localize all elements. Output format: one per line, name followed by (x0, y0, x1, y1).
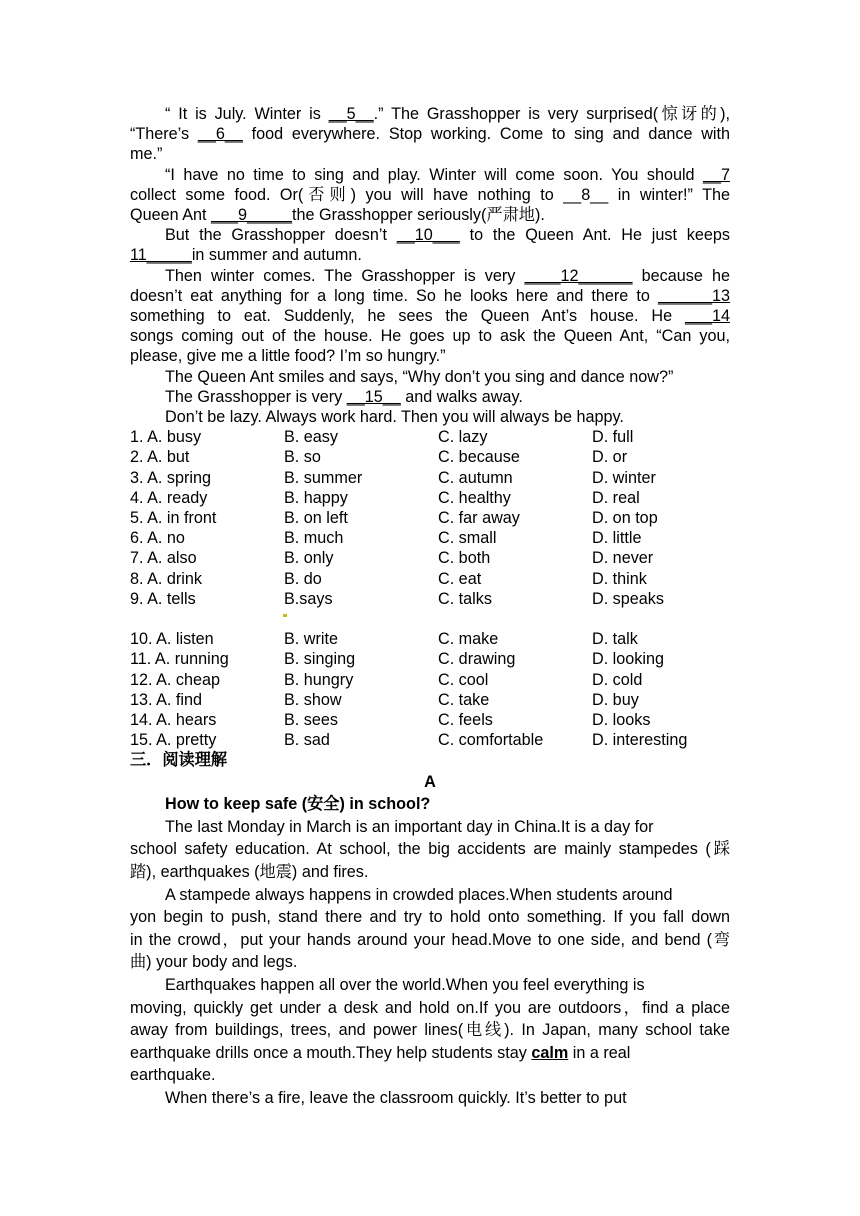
option-b: B. easy (284, 428, 338, 447)
option-b: B. sees (284, 711, 338, 730)
option-row (130, 690, 730, 710)
option-d: D. buy (592, 690, 639, 709)
reading-line-6: in the crowd，put your hands around your head.Move to one side, and bend (弯 (130, 930, 730, 949)
text: in summer and autumn. (191, 246, 362, 265)
option-c: C. both (438, 549, 491, 568)
option-c: C. talks (438, 589, 492, 608)
reading-line-8: Earthquakes happen all over the world.When you feel everything is (165, 976, 645, 995)
blank-7: __7 (702, 165, 730, 184)
option-b: B. only (284, 549, 334, 568)
text: “I have no time to sing and play. Winter will come soon. You should (165, 165, 703, 184)
option-d: D. cold (592, 670, 643, 689)
option-row (130, 548, 730, 568)
option-c: C. small (438, 529, 497, 548)
option-a: 7. A. also (130, 549, 197, 568)
text: But the Grasshopper doesn’t (165, 226, 397, 245)
reading-line-9: moving, quickly get under a desk and hold on.If you are outdoors，find a place (130, 998, 730, 1017)
option-d: D. looking (592, 650, 664, 669)
cloze-line-3: me.” (130, 145, 163, 164)
option-a: 2. A. but (130, 448, 190, 467)
text: earthquake drills once a mouth.They help students stay (130, 1043, 527, 1062)
blank-13: ______13 (657, 286, 730, 305)
option-b: B. on left (284, 509, 348, 528)
reading-line-2: school safety education. At school, the big accidents are mainly stampedes (踩 (130, 840, 730, 859)
option-c: C. make (438, 630, 499, 649)
option-c: C. take (438, 690, 490, 709)
cloze-line-6 (130, 205, 730, 225)
option-c: C. healthy (438, 488, 511, 507)
blank-11: 11_____ (130, 246, 192, 265)
cloze-line-11 (130, 306, 730, 326)
cloze-line-10 (130, 286, 730, 306)
option-row (130, 710, 730, 730)
blank-15: __15__ (346, 387, 401, 406)
option-c: C. drawing (438, 650, 516, 669)
option-c: C. lazy (438, 428, 488, 447)
reading-line-5: yon begin to push, stand there and try to hold onto something. If you fall down (130, 908, 730, 927)
text: something to eat. Suddenly, he sees the Queen Ant’s house. He (130, 307, 685, 326)
options-list (130, 427, 730, 750)
option-b: B. happy (284, 488, 348, 507)
option-row (130, 730, 730, 750)
cloze-line-7 (130, 225, 730, 245)
text: collect some food. Or(否则) you will have nothing to __8__ in winter!” The (130, 185, 730, 204)
blank-9: ___9_____ (211, 206, 293, 225)
cloze-line-1 (130, 104, 730, 124)
text: to the Queen Ant. He just keeps (459, 226, 730, 245)
option-d: D. looks (592, 711, 651, 730)
reading-line-4: A stampede always happens in crowded places.When students around (165, 885, 673, 904)
cloze-line-9 (130, 266, 730, 286)
text: in a real (568, 1043, 631, 1062)
option-a: 10. A. listen (130, 630, 214, 649)
option-a: 6. A. no (130, 529, 185, 548)
option-a: 9. A. tells (130, 589, 196, 608)
option-a: 4. A. ready (130, 488, 208, 507)
option-a: 13. A. find (130, 690, 202, 709)
option-row (130, 488, 730, 508)
option-row (130, 447, 730, 467)
option-d: D. interesting (592, 731, 688, 750)
blank-10: __10___ (396, 226, 460, 245)
reading-line-10: away from buildings, trees, and power lines(电线). In Japan, many school take (130, 1021, 730, 1040)
cloze-line-4 (130, 165, 730, 185)
text: food everywhere. Stop working. Come to sing and dance with (242, 125, 730, 144)
cloze-line-16: Don’t be lazy. Always work hard. Then you will always be happy. (165, 408, 624, 427)
text: doesn’t eat anything for a long time. So he looks here and there to (130, 286, 658, 305)
option-b: B. hungry (284, 670, 354, 689)
option-row (130, 508, 730, 528)
cloze-line-12: songs coming out of the house. He goes up to ask the Queen Ant, “Can you, (130, 327, 730, 346)
option-b: B. singing (284, 650, 356, 669)
option-row (130, 569, 730, 589)
option-a: 1. A. busy (130, 428, 202, 447)
option-d: D. full (592, 428, 634, 447)
blank-spacer (130, 609, 730, 629)
mark-dot (283, 614, 287, 617)
reading-line-7: 曲) your body and legs. (130, 953, 298, 972)
passage-title: How to keep safe (安全) in school? (165, 795, 431, 814)
option-row (130, 670, 730, 690)
option-a: 11. A. running (130, 650, 229, 669)
option-c: C. feels (438, 711, 493, 730)
text: the Grasshopper seriously(严肃地). (292, 206, 545, 225)
reading-line-12: earthquake. (130, 1066, 216, 1085)
option-d: D. real (592, 488, 640, 507)
option-d: D. on top (592, 509, 658, 528)
option-a: 12. A. cheap (130, 670, 221, 689)
option-d: D. winter (592, 468, 656, 487)
option-d: D. little (592, 529, 642, 548)
option-d: D. speaks (592, 589, 664, 608)
cloze-line-14: The Queen Ant smiles and says, “Why don’t you sing and dance now?” (165, 367, 674, 386)
option-b: B. much (284, 529, 344, 548)
cloze-line-2 (130, 124, 730, 144)
text: because he (632, 266, 731, 285)
blank-5: __5__ (328, 105, 374, 123)
cloze-line-8 (130, 245, 730, 265)
option-row (130, 468, 730, 488)
option-c: C. cool (438, 670, 489, 689)
text: “There’s (130, 125, 198, 144)
option-row (130, 629, 730, 649)
reading-line-3: 踏), earthquakes (地震) and fires. (130, 863, 369, 882)
option-d: D. never (592, 549, 654, 568)
text: .” The Grasshopper is very surprised(惊讶的), (373, 105, 730, 123)
option-b: B. so (284, 448, 321, 467)
text: Queen Ant (130, 206, 212, 225)
option-row (130, 649, 730, 669)
option-a: 5. A. in front (130, 509, 217, 528)
reading-line-1: The last Monday in March is an important day in China.It is a day for (165, 817, 654, 836)
option-c: C. far away (438, 509, 520, 528)
text: “ It is July. Winter is (165, 105, 329, 123)
text: and walks away. (400, 387, 523, 406)
cloze-line-15 (130, 387, 730, 407)
option-row (130, 427, 730, 447)
cloze-line-5 (130, 185, 730, 205)
option-d: D. or (592, 448, 628, 467)
option-d: D. talk (592, 630, 638, 649)
option-b: B. write (284, 630, 338, 649)
option-c: C. eat (438, 569, 482, 588)
option-row (130, 589, 730, 609)
option-row (130, 528, 730, 548)
option-b: B. do (284, 569, 322, 588)
text: Then winter comes. The Grasshopper is very (165, 266, 525, 285)
option-b: B. summer (284, 468, 363, 487)
text: The Grasshopper is very (165, 387, 347, 406)
passage-label: A (424, 772, 436, 791)
reading-line-13: When there’s a fire, leave the classroom quickly. It’s better to put (165, 1089, 627, 1107)
blank-6: __6__ (197, 125, 243, 144)
option-c: C. autumn (438, 468, 513, 487)
blank-12: ____12______ (524, 266, 633, 285)
option-b: B. sad (284, 731, 330, 750)
option-a: 3. A. spring (130, 468, 211, 487)
option-d: D. think (592, 569, 647, 588)
option-b: B.says (284, 589, 333, 608)
reading-line-11 (130, 1042, 730, 1065)
keyword-calm: calm (531, 1043, 569, 1062)
cloze-line-13: please, give me a little food? I’m so hungry.” (130, 347, 446, 366)
option-a: 15. A. pretty (130, 731, 217, 750)
blank-14: ___14 (684, 307, 730, 326)
option-c: C. because (438, 448, 520, 467)
section-heading: 三．阅读理解 (130, 751, 228, 770)
option-b: B. show (284, 690, 342, 709)
document-page (130, 104, 730, 1110)
option-a: 8. A. drink (130, 569, 202, 588)
option-c: C. comfortable (438, 731, 544, 750)
option-a: 14. A. hears (130, 711, 217, 730)
